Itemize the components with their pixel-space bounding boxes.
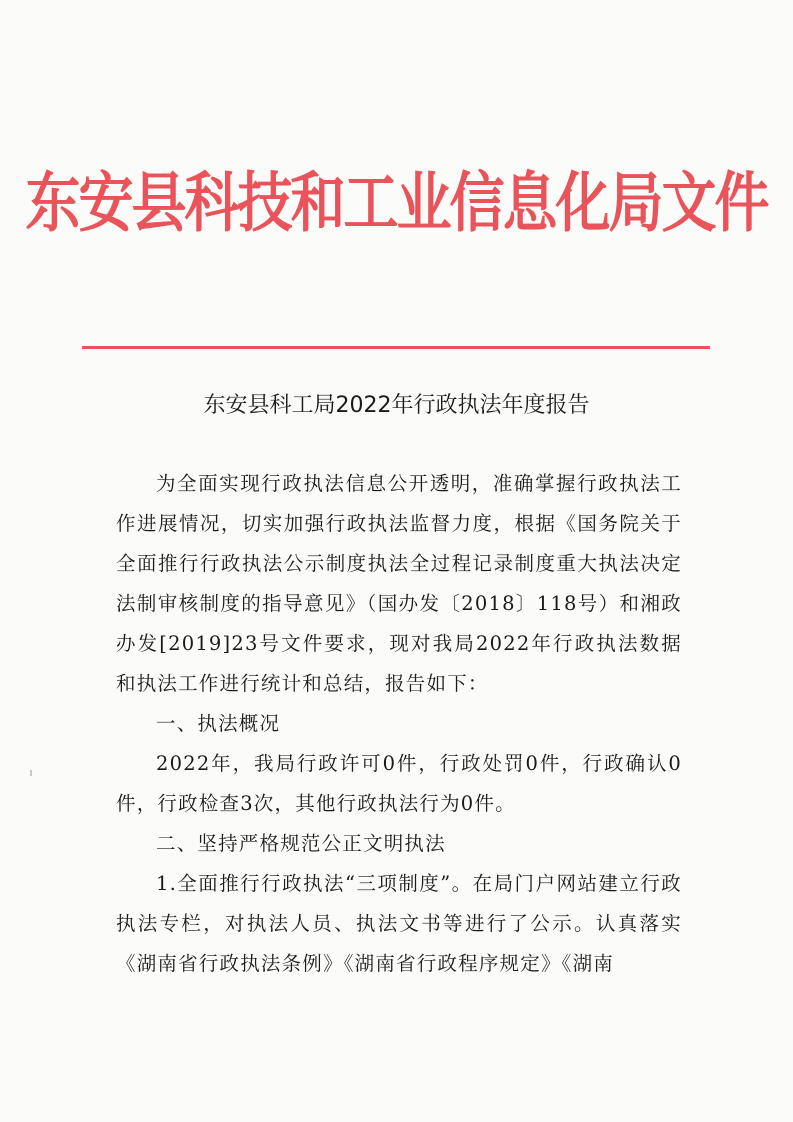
document-title: 东安县科工局2022年行政执法年度报告 [203, 393, 590, 418]
red-divider-line [82, 346, 710, 349]
section-paragraph-2: 1.全面推行行政执法“三项制度”。在局门户网站建立行政执法专栏，对执法人员、执法文书等进行了公示。认真落实《湖南省行政执法条例》《湖南省行政程序规定》《湖南 [116, 872, 682, 975]
intro-paragraph: 为全面实现行政执法信息公开透明，准确掌握行政执法工作进展情况，切实加强行政执法监督力度，根据《国务院关于全面推行行政执法公示制度执法全过程记录制度重大执法决定法制审核制度的指导意见》（国办发〔2018〕118号）和湘政办发[2019]23号文件要求，现对我局2022年行政执法数据和执法工作进行统计和总结，报告如下： [116, 472, 682, 695]
scan-speck [30, 770, 32, 776]
section-paragraph-1: 2022年，我局行政许可0件，行政处罚0件，行政确认0件，行政检查3次，其他行政执法行为0件。 [116, 752, 682, 815]
document-body [116, 464, 682, 984]
section-heading-1: 一、执法概况 [156, 712, 281, 735]
section-heading-2: 二、坚持严格规范公正文明执法 [156, 832, 446, 855]
masthead-title: 东安县科技和工业信息化局文件 [25, 165, 768, 241]
